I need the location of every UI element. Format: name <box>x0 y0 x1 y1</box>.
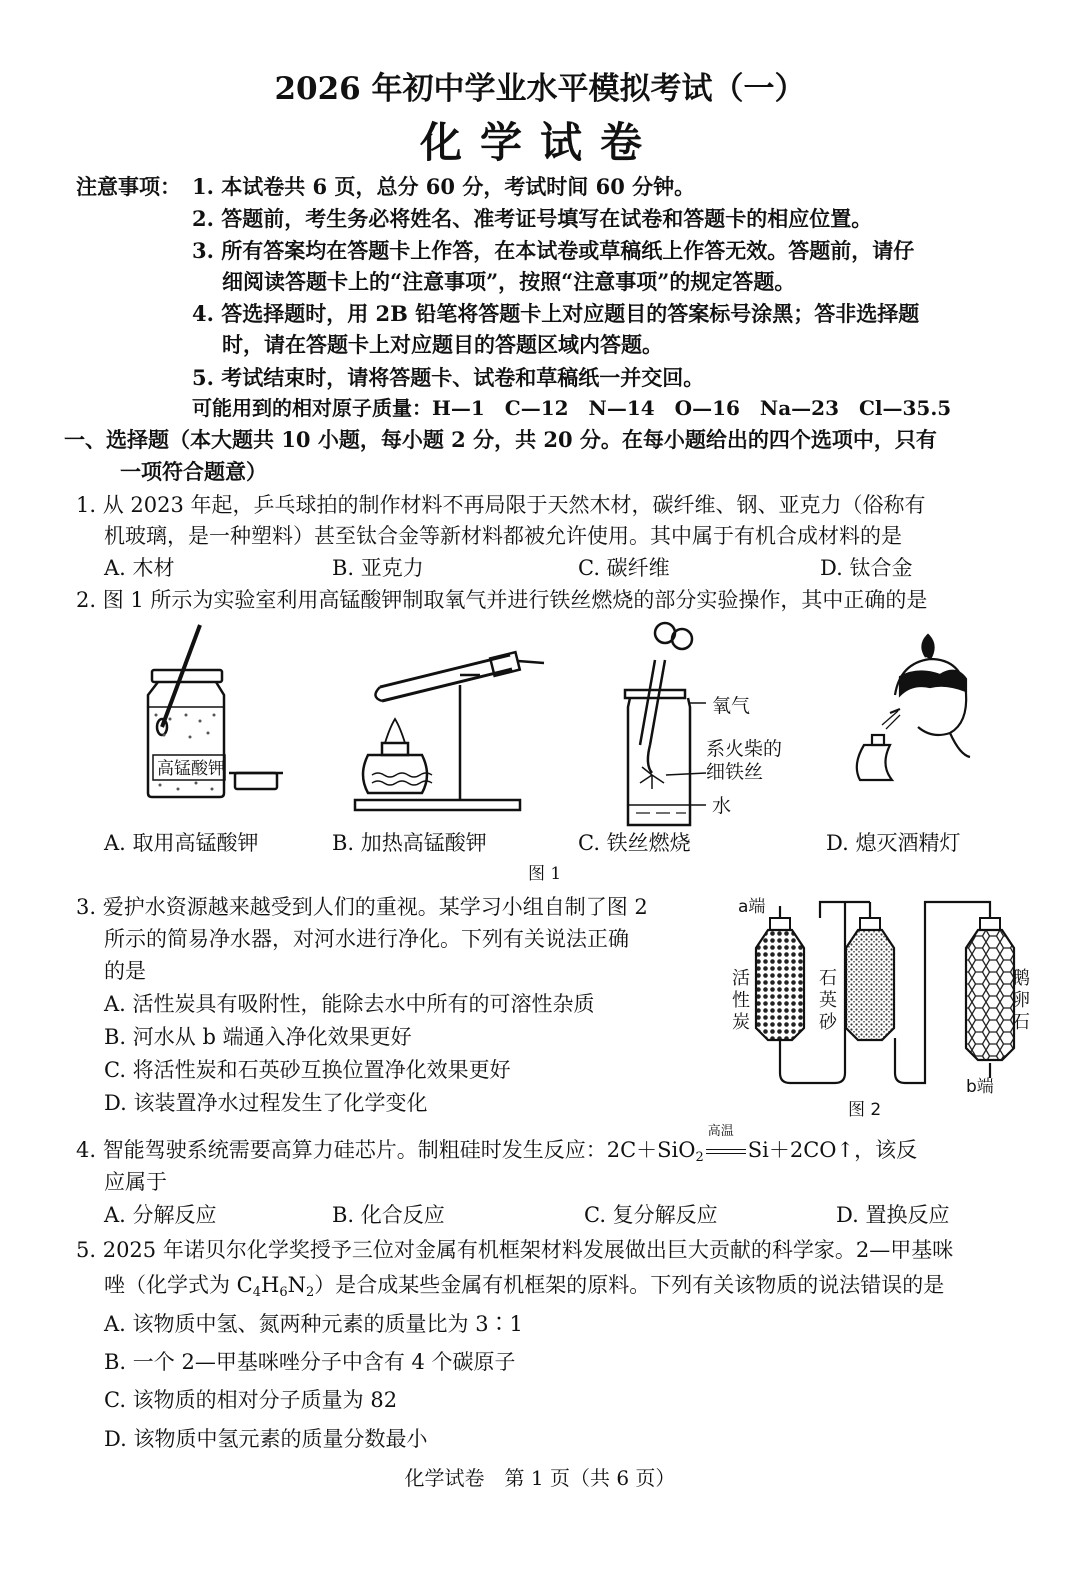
label-carbon-1: 活 <box>732 968 750 989</box>
q1-option-b: B. 亚克力 <box>332 556 424 580</box>
atomic-mass-line: 可能用到的相对原子质量：H—1 C—12 N—14 O—16 Na—23 Cl—35.5 <box>192 396 952 420</box>
note-item: 细阅读答题卡上的“注意事项”，按照“注意事项”的规定答题。 <box>222 269 796 294</box>
reaction-arrow <box>704 1124 748 1162</box>
formula-post: ）是合成某些金属有机框架的原料。下列有关该物质的说法错误的是 <box>314 1273 945 1297</box>
label-pebble-3: 石 <box>1012 1012 1030 1033</box>
exam-title: 2026 年初中学业水平模拟考试（一） <box>274 71 806 107</box>
q5-stem: 5. 2025 年诺贝尔化学奖授予三位对金属有机框架材料发展做出巨大贡献的科学家。2—甲基咪 <box>76 1238 954 1262</box>
figure-1-caption: 图 1 <box>528 864 562 884</box>
label-pebble-2: 卵 <box>1012 990 1030 1011</box>
note-item: 3. 所有答案均在答题卡上作答，在本试卷或草稿纸上作答无效。答题前，请仔 <box>192 238 915 263</box>
page-footer: 化学试卷 第 1 页（共 6 页） <box>404 1466 676 1490</box>
note-item: 1. 本试卷共 6 页，总分 60 分，考试时间 60 分钟。 <box>192 174 696 199</box>
q3-stem: 3. 爱护水资源越来越受到人们的重视。某学习小组自制了图 2 <box>76 895 648 919</box>
q3-stem-cont: 所示的简易净水器，对河水进行净化。下列有关说法正确 <box>104 927 629 951</box>
q4-stem <box>76 1124 918 1165</box>
q5-option-d: D. 该物质中氢元素的质量分数最小 <box>104 1427 428 1451</box>
label-iron-wire-2: 细铁丝 <box>706 761 764 783</box>
label-water: 水 <box>712 795 732 817</box>
label-iron-wire-1: 系火柴的 <box>706 738 783 760</box>
note-item: 时，请在答题卡上对应题目的答题区域内答题。 <box>222 332 663 357</box>
a-end-label: a端 <box>738 897 766 917</box>
label-pebble-1: 鹅 <box>1012 968 1030 989</box>
q2-option-c: C. 铁丝燃烧 <box>578 831 691 855</box>
q1-option-d: D. 钛合金 <box>820 556 913 580</box>
reaction-condition: 高温 <box>707 1124 734 1139</box>
heating-apparatus <box>355 652 544 810</box>
b-end-label: b端 <box>966 1077 994 1097</box>
subscript: 4 <box>252 1285 262 1300</box>
q5-option-a: A. 该物质中氢、氮两种元素的质量比为 3∶1 <box>104 1312 523 1336</box>
q4-option-b: B. 化合反应 <box>332 1203 445 1227</box>
q3-option-d: D. 该装置净水过程发生了化学变化 <box>104 1091 428 1115</box>
notes-label: 注意事项： <box>76 174 181 199</box>
section-heading: 一、选择题（本大题共 10 小题，每小题 2 分，共 20 分。在每小题给出的四个选项中，只有 <box>64 427 937 452</box>
q4-stem-pre: 4. 智能驾驶系统需要高算力硅芯片。制粗硅时发生反应：2C＋SiO <box>76 1138 696 1162</box>
figure-2-caption: 图 2 <box>848 1100 882 1120</box>
subscript: 2 <box>306 1285 315 1300</box>
q4-option-a: A. 分解反应 <box>104 1203 217 1227</box>
q1-stem-cont: 机玻璃，是一种塑料）甚至钛合金等新材料都被允许使用。其中属于有机合成材料的是 <box>104 524 902 548</box>
q5-option-c: C. 该物质的相对分子质量为 82 <box>104 1388 398 1412</box>
label-sand-3: 砂 <box>819 1012 837 1033</box>
girl-blowing-lamp <box>857 635 970 780</box>
q3-option-b: B. 河水从 b 端通入净化效果更好 <box>104 1025 412 1049</box>
q5-stem-cont <box>104 1275 944 1299</box>
subscript: 6 <box>279 1285 288 1300</box>
carbon-bottle <box>756 918 804 1040</box>
label-sand-2: 英 <box>819 990 837 1011</box>
q4-option-d: D. 置换反应 <box>836 1203 950 1227</box>
q2-stem: 2. 图 1 所示为实验室利用高锰酸钾制取氧气并进行铁丝燃烧的部分实验操作，其中正确的是 <box>76 588 928 612</box>
note-item: 5. 考试结束时，请将答题卡、试卷和草稿纸一并交回。 <box>192 365 705 390</box>
q3-option-a: A. 活性炭具有吸附性，能除去水中所有的可溶性杂质 <box>104 992 595 1016</box>
label-oxygen: 氧气 <box>712 695 751 717</box>
figure-1 <box>100 615 1030 830</box>
pebble-bottle <box>966 918 1014 1060</box>
jar-label: 高锰酸钾 <box>157 759 225 779</box>
subject-title: 化学试卷 <box>419 118 660 167</box>
q4-option-c: C. 复分解反应 <box>584 1203 718 1227</box>
formula-element: H <box>261 1273 280 1297</box>
q1-stem: 1. 从 2023 年起，乒乓球拍的制作材料不再局限于天然木材，碳纤维、钢、亚克力（俗称有 <box>76 493 926 517</box>
q4-stem-cont: 应属于 <box>104 1170 167 1194</box>
q2-option-d: D. 熄灭酒精灯 <box>826 831 961 855</box>
flame-squiggle <box>372 773 432 785</box>
formula-element: N <box>287 1273 307 1297</box>
q3-option-c: C. 将活性炭和石英砂互换位置净化效果更好 <box>104 1058 511 1082</box>
q1-option-a: A. 木材 <box>104 556 175 580</box>
note-item: 2. 答题前，考生务必将姓名、准考证号填写在试卷和答题卡的相应位置。 <box>192 206 873 231</box>
section-heading-cont: 一项符合题意） <box>120 459 267 484</box>
sparks <box>640 767 664 789</box>
q2-option-a: A. 取用高锰酸钾 <box>104 831 259 855</box>
q5-option-b: B. 一个 2—甲基咪唑分子中含有 4 个碳原子 <box>104 1350 516 1374</box>
label-sand-1: 石 <box>819 968 837 989</box>
sand-bottle <box>846 918 894 1040</box>
note-item: 4. 答选择题时，用 2B 铅笔将答题卡上对应题目的答案标号涂黑；答非选择题 <box>192 301 920 326</box>
q3-stem-cont: 的是 <box>104 959 146 983</box>
q4-stem-post: Si＋2CO↑，该反 <box>747 1138 918 1162</box>
label-carbon-3: 炭 <box>732 1012 750 1033</box>
figure-2 <box>720 888 1040 1123</box>
formula-pre: 唑（化学式为 C <box>104 1273 253 1297</box>
q1-option-c: C. 碳纤维 <box>578 556 670 580</box>
iron-burning-bottle <box>625 623 692 825</box>
subscript: 2 <box>695 1150 704 1165</box>
q2-option-b: B. 加热高锰酸钾 <box>332 831 487 855</box>
label-carbon-2: 性 <box>732 990 750 1011</box>
